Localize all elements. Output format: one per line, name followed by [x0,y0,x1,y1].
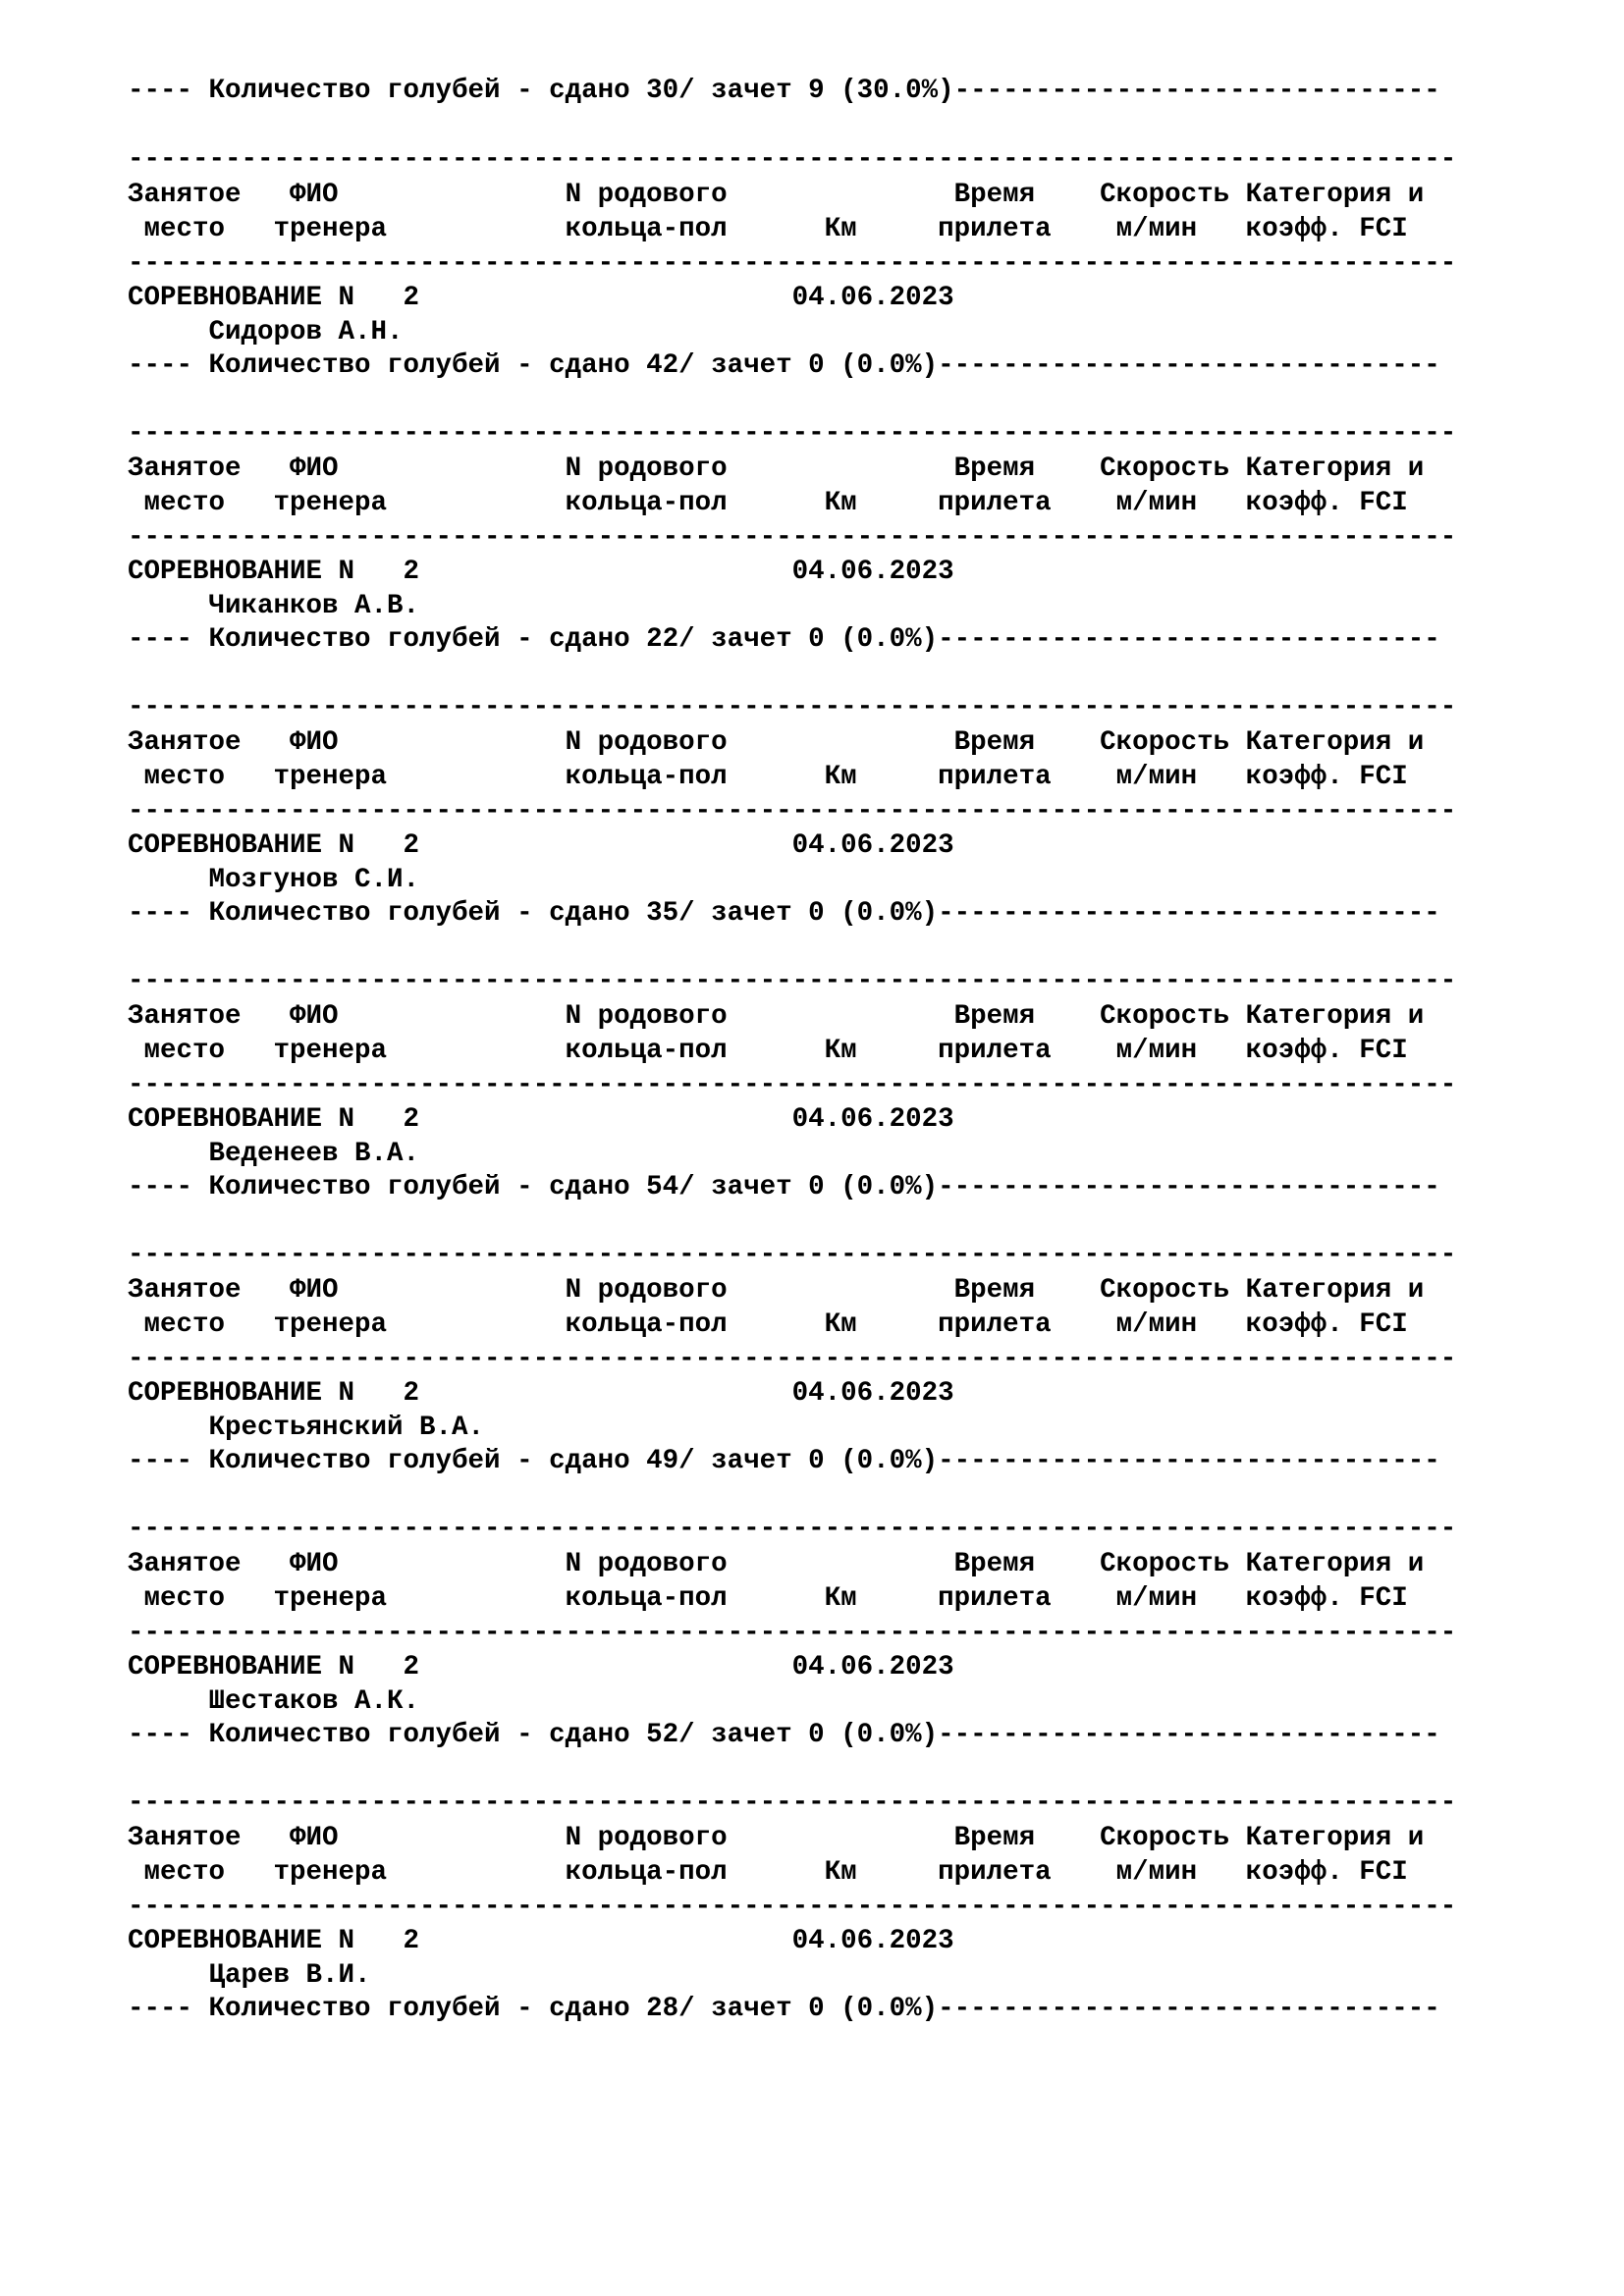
trainer-name: Царев В.И. [128,1960,371,1991]
separator-line: ---------------------------------------------------------------------------------- [128,248,1457,279]
table-header-row-1: Занятое ФИО N родового Время Скорость Категория и [128,1001,1425,1032]
count-line: ---- Количество голубей - сдано 52/ зачет 0 (0.0%)------------------------------- [128,1720,1440,1750]
table-header-row-1: Занятое ФИО N родового Время Скорость Категория и [128,180,1425,210]
table-header-row-2: место тренера кольца-пол Км прилета м/мин коэфф. FCI [128,214,1408,244]
separator-line: ---------------------------------------------------------------------------------- [128,1618,1457,1648]
separator-line: ---------------------------------------------------------------------------------- [128,418,1457,449]
separator-line: ---------------------------------------------------------------------------------- [128,1892,1457,1922]
trainer-name: Веденеев В.А. [128,1139,420,1169]
table-header-row-1: Занятое ФИО N родового Время Скорость Категория и [128,1549,1425,1579]
separator-line: ---------------------------------------------------------------------------------- [128,1788,1457,1818]
table-header-row-2: место тренера кольца-пол Км прилета м/мин коэфф. FCI [128,1309,1408,1340]
separator-line: ---------------------------------------------------------------------------------- [128,1344,1457,1374]
table-header-row-2: место тренера кольца-пол Км прилета м/мин коэфф. FCI [128,1583,1408,1614]
count-line: ---- Количество голубей - сдано 22/ зачет 0 (0.0%)------------------------------- [128,624,1440,655]
trainer-name: Крестьянский В.А. [128,1413,485,1443]
count-line: ---- Количество голубей - сдано 42/ зачет 0 (0.0%)------------------------------- [128,350,1440,381]
count-line: ---- Количество голубей - сдано 35/ зачет 0 (0.0%)------------------------------- [128,898,1440,929]
separator-line: ---------------------------------------------------------------------------------- [128,1070,1457,1100]
count-line: ---- Количество голубей - сдано 49/ зачет 0 (0.0%)------------------------------- [128,1446,1440,1476]
count-line: ---- Количество голубей - сдано 54/ зачет 0 (0.0%)------------------------------- [128,1172,1440,1202]
table-header-row-1: Занятое ФИО N родового Время Скорость Категория и [128,727,1425,758]
table-header-row-2: место тренера кольца-пол Км прилета м/мин коэфф. FCI [128,1036,1408,1066]
separator-line: ---------------------------------------------------------------------------------- [128,796,1457,827]
count-line: ---- Количество голубей - сдано 28/ зачет 0 (0.0%)------------------------------- [128,1994,1440,2024]
separator-line: ---------------------------------------------------------------------------------- [128,1240,1457,1270]
competition-line: СОРЕВНОВАНИЕ N 2 04.06.2023 [128,1926,954,1956]
table-header-row-2: место тренера кольца-пол Км прилета м/мин коэфф. FCI [128,488,1408,518]
table-header-row-1: Занятое ФИО N родового Время Скорость Категория и [128,1823,1425,1853]
table-header-row-1: Занятое ФИО N родового Время Скорость Категория и [128,1275,1425,1306]
competition-line: СОРЕВНОВАНИЕ N 2 04.06.2023 [128,1378,954,1409]
trainer-name: Мозгунов С.И. [128,865,420,895]
first-count-line: ---- Количество голубей - сдано 30/ зачет 9 (30.0%)------------------------------ [128,76,1440,106]
table-header-row-1: Занятое ФИО N родового Время Скорость Категория и [128,454,1425,484]
separator-line: ---------------------------------------------------------------------------------- [128,966,1457,996]
competition-line: СОРЕВНОВАНИЕ N 2 04.06.2023 [128,830,954,861]
trainer-name: Чиканков А.В. [128,591,420,621]
trainer-name: Сидоров А.Н. [128,317,404,347]
competition-line: СОРЕВНОВАНИЕ N 2 04.06.2023 [128,1104,954,1135]
competition-line: СОРЕВНОВАНИЕ N 2 04.06.2023 [128,1652,954,1682]
table-header-row-2: место тренера кольца-пол Км прилета м/мин коэфф. FCI [128,1857,1408,1888]
competition-line: СОРЕВНОВАНИЕ N 2 04.06.2023 [128,283,954,313]
separator-line: ---------------------------------------------------------------------------------- [128,1514,1457,1544]
table-header-row-2: место тренера кольца-пол Км прилета м/мин коэфф. FCI [128,762,1408,792]
separator-line: ---------------------------------------------------------------------------------- [128,692,1457,722]
competition-line: СОРЕВНОВАНИЕ N 2 04.06.2023 [128,557,954,587]
separator-line: ---------------------------------------------------------------------------------- [128,144,1457,175]
separator-line: ---------------------------------------------------------------------------------- [128,522,1457,553]
trainer-name: Шестаков А.К. [128,1686,420,1717]
